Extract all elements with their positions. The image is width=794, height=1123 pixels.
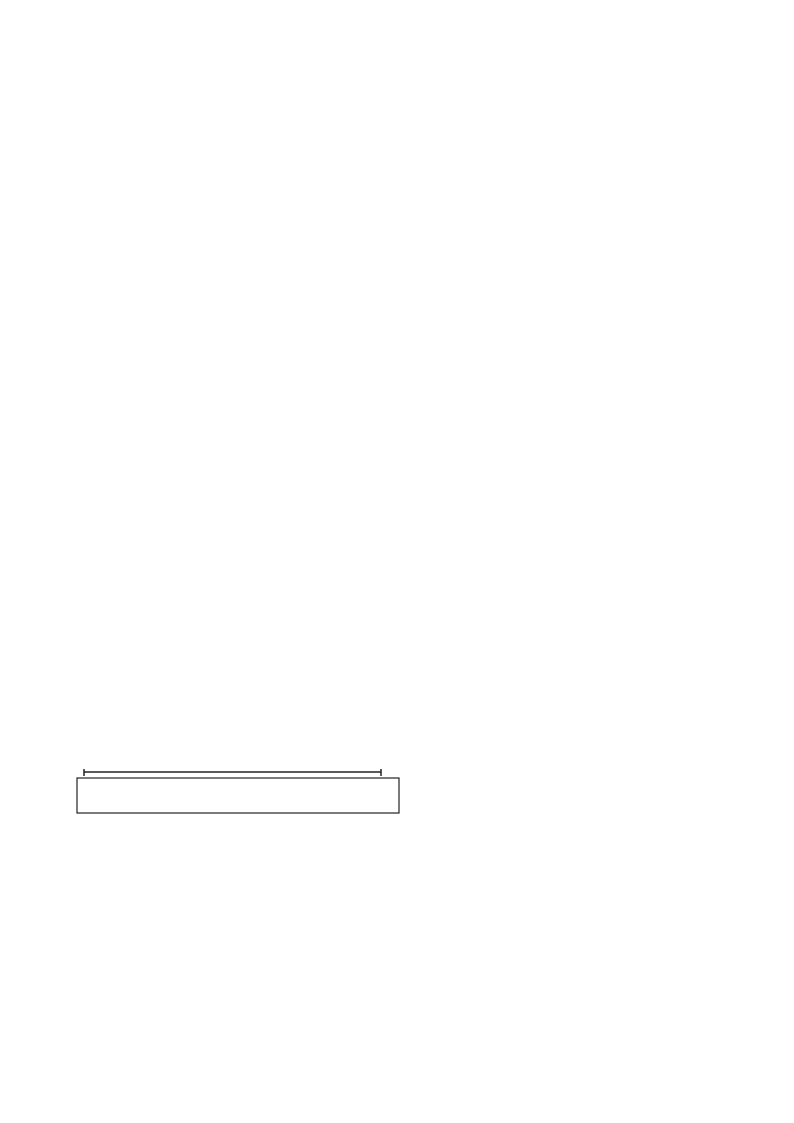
ruler-body [77, 778, 399, 813]
ruler [75, 768, 405, 816]
clock-face-3 [360, 302, 434, 376]
clock-face-1 [78, 302, 152, 376]
clock-face-2 [216, 302, 290, 376]
